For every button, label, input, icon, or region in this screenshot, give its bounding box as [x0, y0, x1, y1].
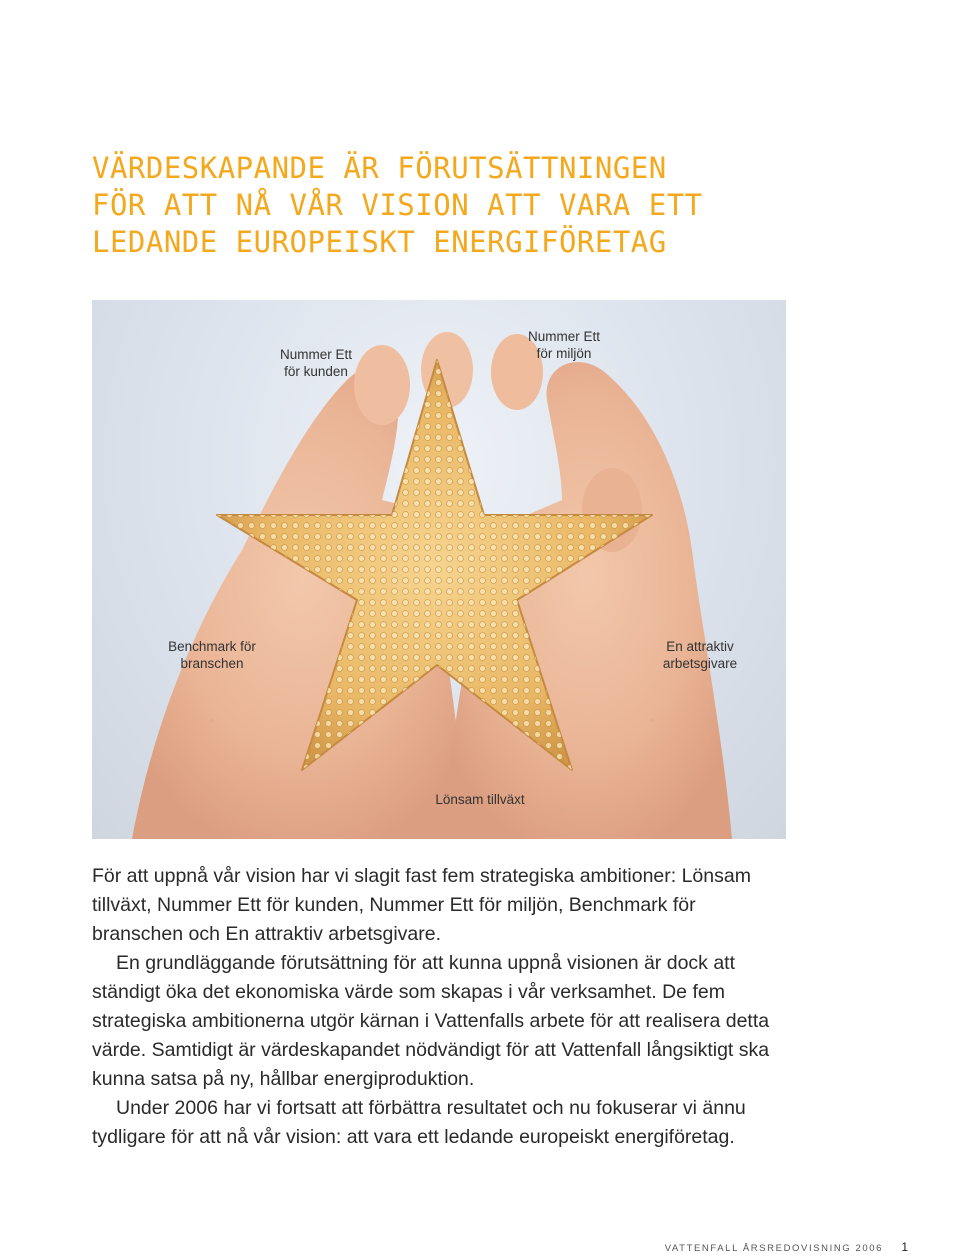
page-number: 1: [901, 1240, 908, 1254]
label-nummer-ett-miljon: Nummer Ett för miljön: [527, 329, 600, 361]
paragraph-2: En grundläggande förutsättning för att kunna uppnå visionen är dock att ständigt öka det ekonomiska värde som skapas i vår verksamhet. De fem strategiska ambitionerna utgör kärnan i Vattenfalls arbete för att realisera detta värde. Samtidigt är värdeskapandet nödvändigt för att Vattenfall långsiktigt ska kunna satsa på ny, hållbar energiproduktion.: [92, 952, 770, 1090]
page-footer: [665, 1240, 908, 1254]
paragraph-1: För att uppnå vår vision har vi slagit fast fem strategiska ambitioner: Lönsam tillväxt, Nummer Ett för kunden, Nummer Ett för miljön, Benchmark för branschen och En attraktiv arbetsgivare.: [92, 865, 751, 945]
footer-report-title: VATTENFALL ÅRSREDOVISNING 2006: [664, 1243, 884, 1254]
body-text: [92, 862, 792, 1152]
label-nummer-ett-kunden: Nummer Ett för kunden: [279, 347, 352, 379]
headline-line-1: VÄRDESKAPANDE ÄR FÖRUTSÄTTNINGEN: [92, 151, 667, 185]
starfish-hands-photo: [92, 300, 786, 839]
label-benchmark-branschen: Benchmark för branschen: [168, 639, 256, 671]
label-attraktiv-arbetsgivare: En attraktiv arbetsgivare: [662, 639, 738, 671]
label-lonsam-tillvaxt: Lönsam tillväxt: [435, 792, 525, 807]
headline-line-2: FÖR ATT NÅ VÅR VISION ATT VARA ETT: [92, 188, 703, 222]
headline-line-3: LEDANDE EUROPEISKT ENERGIFÖRETAG: [92, 225, 667, 259]
paragraph-3: Under 2006 har vi fortsatt att förbättra resultatet och nu fokuserar vi ännu tydligare för att nå vår vision: att vara ett ledande europeiskt energiföretag.: [92, 1097, 746, 1148]
starfish-illustration: [92, 300, 786, 839]
page-headline: [92, 150, 852, 261]
